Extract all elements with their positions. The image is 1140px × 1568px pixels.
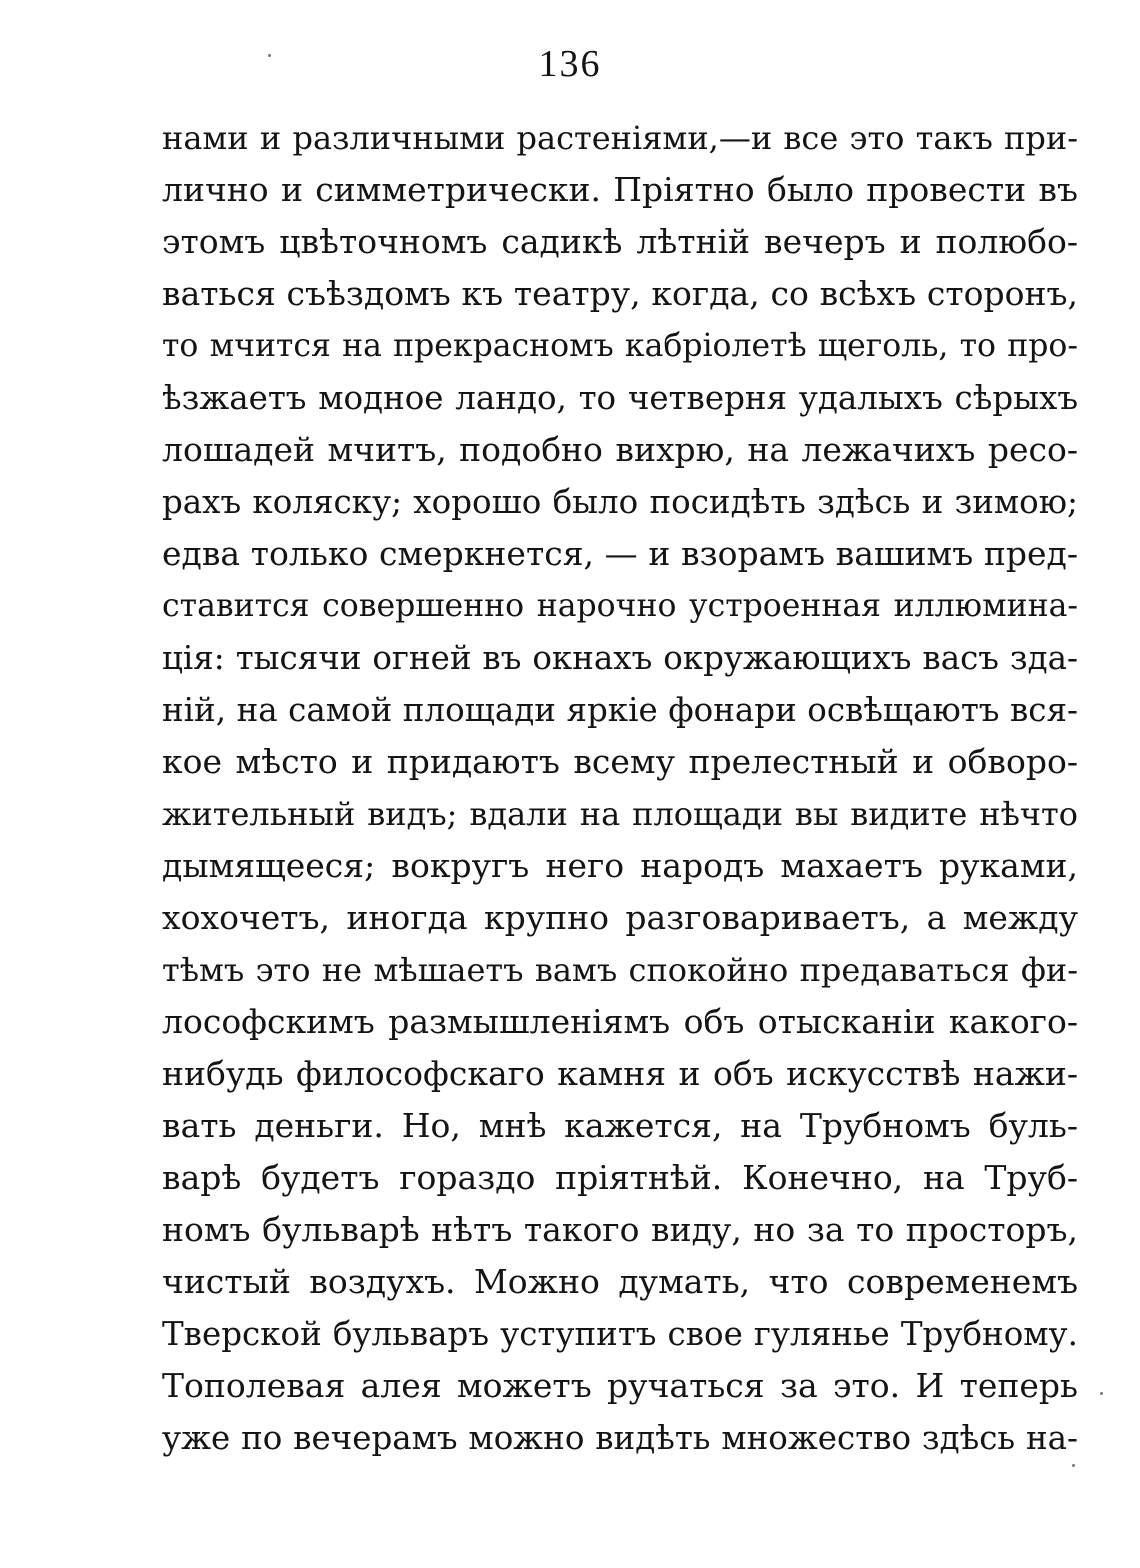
text-line: кое мѣсто и придаютъ всему прелестный и обворо-	[162, 742, 1078, 781]
text-line: тѣмъ это не мѣшаетъ вамъ спокойно предаваться фи-	[162, 951, 1078, 989]
text-line: ній, на самой площади яркіе фонари освѣщаютъ вся-	[162, 691, 1078, 729]
text-line: варѣ будетъ гораздо пріятнѣй. Конечно, на Труб-	[162, 1158, 1078, 1197]
text-line: вать деньги. Но, мнѣ кажется, на Трубномъ буль-	[162, 1106, 1078, 1145]
text-line: лично и симметрически. Пріятно было провести въ	[162, 170, 1078, 209]
text-line: ваться съѣздомъ къ театру, когда, со всѣхъ сторонъ,	[162, 274, 1078, 313]
text-line: хохочетъ, иногда крупно разговариваетъ, а между	[162, 898, 1078, 937]
text-line: дымящееся; вокругъ него народъ махаетъ руками,	[162, 846, 1078, 885]
text-line: лошадей мчитъ, подобно вихрю, на лежачихъ ресо-	[162, 430, 1078, 469]
text-line: ѣзжаетъ модное ландо, то четверня удалыхъ сѣрыхъ	[162, 379, 1078, 417]
text-line: нами и различными растеніями,—и все это такъ при-	[162, 119, 1078, 157]
scan-speck	[268, 54, 271, 57]
scan-speck	[1100, 1392, 1103, 1395]
page-number: 136	[538, 43, 602, 85]
text-line: номъ бульварѣ нѣтъ такого виду, но за то просторъ,	[162, 1210, 1078, 1249]
text-line: едва только смеркнется, — и взорамъ вашимъ пред-	[162, 534, 1078, 573]
text-line: Тверской бульваръ уступитъ свое гулянье Трубному.	[162, 1315, 1078, 1353]
text-line: рахъ коляску; хорошо было посидѣть здѣсь и зимою;	[162, 483, 1078, 521]
text-line: жительный видъ; вдали на площади вы видите нѣчто	[162, 795, 1078, 833]
text-line: то мчится на прекрасномъ кабріолетѣ щеголь, то про-	[162, 328, 1078, 364]
text-line: уже по вечерамъ можно видѣть множество здѣсь на-	[162, 1419, 1078, 1457]
body-text	[162, 112, 1078, 1464]
text-line: ставится совершенно нарочно устроенная иллюмина-	[162, 588, 1078, 624]
text-line: ція: тысячи огней въ окнахъ окружающихъ васъ зда-	[162, 639, 1078, 677]
text-line: этомъ цвѣточномъ садикѣ лѣтній вечеръ и полюбо-	[162, 222, 1078, 261]
text-line: чистый воздухъ. Можно думать, что современемъ	[162, 1262, 1078, 1301]
text-line: лософскимъ размышленіямъ объ отысканіи какого-	[162, 1002, 1078, 1041]
text-line: нибудь философскаго камня и объ искусствѣ нажи-	[162, 1054, 1078, 1093]
text-line: Тополевая алея можетъ ручаться за это. И теперь	[162, 1366, 1078, 1405]
scan-speck	[1072, 1464, 1075, 1467]
